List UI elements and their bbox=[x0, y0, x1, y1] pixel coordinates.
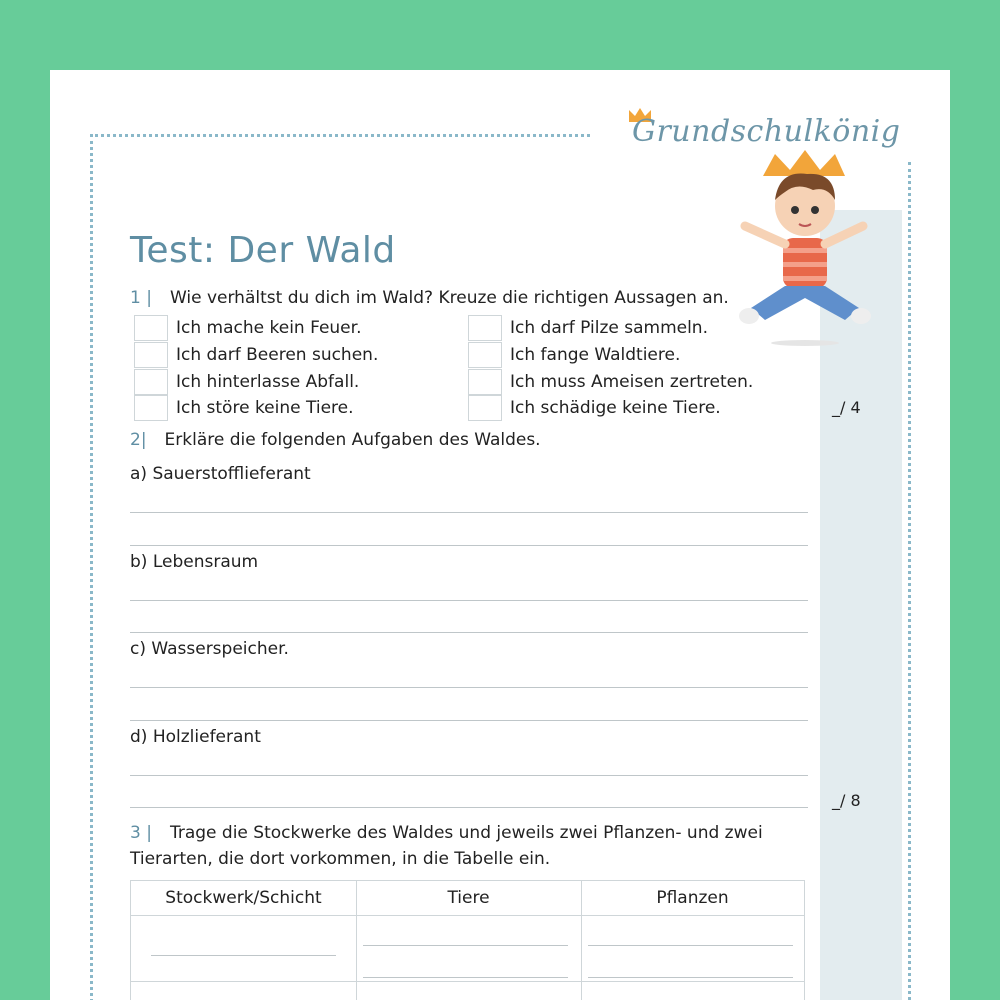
checkbox-item[interactable] bbox=[134, 368, 359, 395]
checkbox-label: Ich schädige keine Tiere. bbox=[510, 397, 721, 418]
checkbox[interactable] bbox=[134, 369, 168, 395]
checkbox-item[interactable] bbox=[134, 394, 354, 421]
answer-line[interactable] bbox=[130, 720, 808, 721]
checkbox[interactable] bbox=[468, 369, 502, 395]
table-header: Tiere bbox=[356, 881, 581, 916]
checkbox[interactable] bbox=[468, 315, 502, 341]
checkbox-label: Ich darf Pilze sammeln. bbox=[510, 317, 708, 338]
question-text: Erkläre die folgenden Aufgaben des Waldes. bbox=[164, 430, 541, 450]
answer-line[interactable] bbox=[130, 632, 808, 633]
answer-line[interactable] bbox=[130, 807, 808, 808]
answer-line[interactable] bbox=[130, 600, 808, 601]
table-answer-line[interactable] bbox=[363, 945, 568, 946]
answer-line[interactable] bbox=[130, 687, 808, 688]
table-row-separator bbox=[131, 981, 804, 982]
checkbox[interactable] bbox=[468, 395, 502, 421]
question-number: 3 | bbox=[130, 823, 152, 843]
subquestion-a: a) Sauerstofflieferant bbox=[130, 464, 311, 484]
checkbox-item[interactable] bbox=[134, 341, 378, 368]
table-header: Stockwerk/Schicht bbox=[131, 881, 356, 916]
table-answer-line[interactable] bbox=[588, 977, 793, 978]
subquestion-c: c) Wasserspeicher. bbox=[130, 639, 289, 659]
dotted-border-right bbox=[908, 162, 911, 1000]
question-3 bbox=[130, 823, 763, 843]
table-answer-line[interactable] bbox=[151, 955, 336, 956]
question-number: 1 | bbox=[130, 288, 152, 308]
forest-table bbox=[130, 880, 805, 1000]
checkbox-item[interactable] bbox=[468, 368, 753, 395]
subquestion-b: b) Lebensraum bbox=[130, 552, 259, 572]
table-column-divider bbox=[581, 881, 582, 1000]
checkbox-item[interactable] bbox=[468, 314, 708, 341]
checkbox-item[interactable] bbox=[468, 341, 680, 368]
score-q1: _/ 4 bbox=[832, 398, 861, 417]
table-header: Pflanzen bbox=[581, 881, 804, 916]
checkbox-item[interactable] bbox=[134, 314, 361, 341]
checkbox-label: Ich fange Waldtiere. bbox=[510, 344, 681, 365]
checkbox-label: Ich hinterlasse Abfall. bbox=[176, 371, 360, 392]
checkbox-label: Ich mache kein Feuer. bbox=[176, 317, 362, 338]
worksheet bbox=[50, 70, 950, 1000]
table-column-divider bbox=[356, 881, 357, 1000]
checkbox[interactable] bbox=[134, 342, 168, 368]
boy-with-crown-icon bbox=[735, 148, 875, 348]
checkbox[interactable] bbox=[468, 342, 502, 368]
question-3-continued: Tierarten, die dort vorkommen, in die Tabelle ein. bbox=[130, 849, 551, 869]
answer-line[interactable] bbox=[130, 512, 808, 513]
dotted-border-left bbox=[90, 134, 93, 1000]
question-1 bbox=[130, 288, 729, 308]
question-text: Trage die Stockwerke des Waldes und jeweils zwei Pflanzen- und zwei bbox=[169, 823, 763, 843]
subquestion-d: d) Holzlieferant bbox=[130, 727, 261, 747]
score-q2: _/ 8 bbox=[832, 791, 861, 810]
checkbox[interactable] bbox=[134, 315, 168, 341]
checkbox[interactable] bbox=[134, 395, 168, 421]
answer-line[interactable] bbox=[130, 545, 808, 546]
brand-logo: Grundschulkönig bbox=[632, 114, 901, 149]
question-2 bbox=[130, 430, 541, 450]
question-number: 2| bbox=[130, 430, 147, 450]
checkbox-label: Ich störe keine Tiere. bbox=[176, 397, 354, 418]
table-answer-line[interactable] bbox=[588, 945, 793, 946]
table-answer-line[interactable] bbox=[363, 977, 568, 978]
answer-line[interactable] bbox=[130, 775, 808, 776]
checkbox-item[interactable] bbox=[468, 394, 721, 421]
checkbox-label: Ich darf Beeren suchen. bbox=[176, 344, 379, 365]
checkbox-label: Ich muss Ameisen zertreten. bbox=[510, 371, 754, 392]
page-title: Test: Der Wald bbox=[130, 230, 396, 271]
question-text: Wie verhältst du dich im Wald? Kreuze die richtigen Aussagen an. bbox=[169, 288, 729, 308]
dotted-border-top bbox=[90, 134, 590, 137]
